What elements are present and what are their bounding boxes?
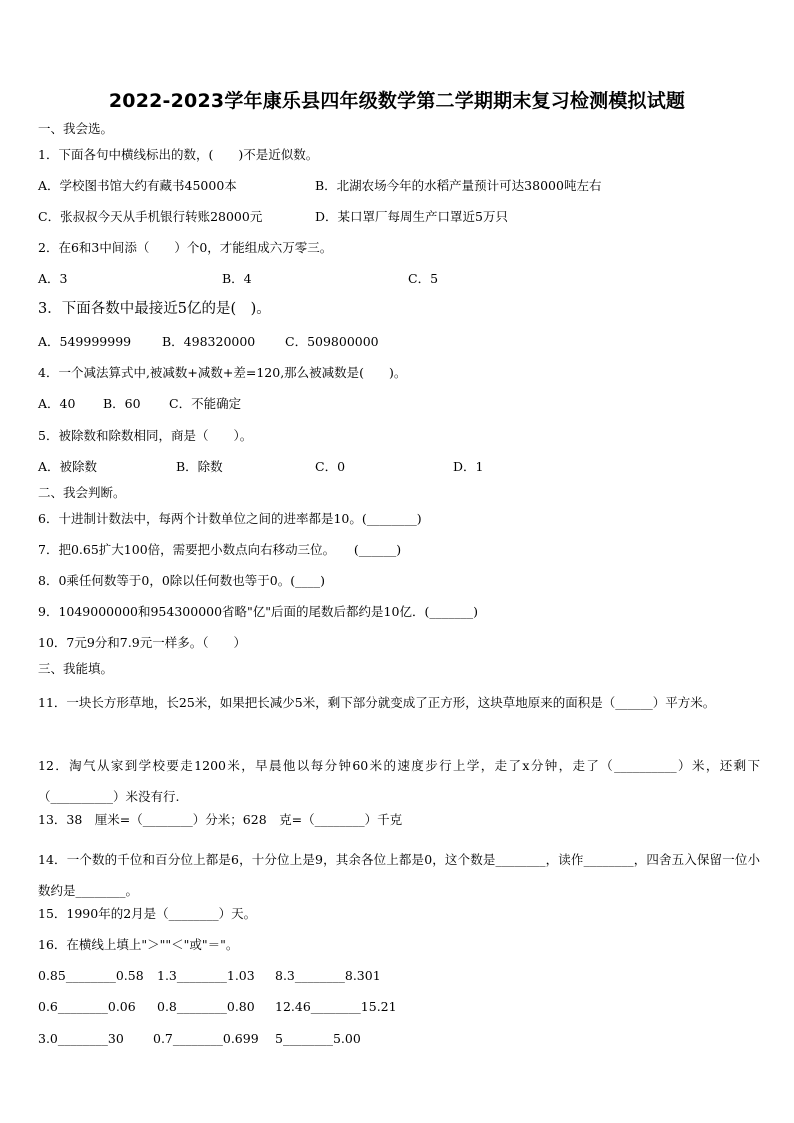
q3-option-c: C．509800000	[285, 334, 379, 349]
q5-option-c: C．0	[315, 459, 346, 474]
question-8: 8．0乘任何数等于0，0除以任何数也等于0。(____)	[38, 573, 326, 588]
question-4: 4．一个减法算式中,被减数+减数+差=120,那么被减数是( )。	[38, 365, 407, 380]
section-heading-choose: 一、我会选。	[38, 121, 114, 136]
section-heading-judge: 二、我会判断。	[38, 485, 126, 500]
q2-option-a: A．3	[38, 271, 68, 286]
question-1: 1．下面各句中横线标出的数，( )不是近似数。	[38, 147, 319, 162]
compare-item: 0.8________0.80	[157, 999, 255, 1014]
question-9: 9．1049000000和954300000省略"亿"后面的尾数后都约是10亿．(_______)	[38, 604, 478, 619]
q1-option-d: D．某口罩厂每周生产口罩近5万只	[315, 209, 508, 224]
q1-option-c: C．张叔叔今天从手机银行转账28000元	[38, 209, 263, 224]
q3-option-b: B．498320000	[162, 334, 256, 349]
question-11: 11．一块长方形草地，长25米，如果把长减少5米，剩下部分就变成了正方形，这块草地原来的面积是（______）平方米。	[38, 695, 716, 710]
q5-option-b: B．除数	[176, 459, 223, 474]
question-5: 5．被除数和除数相同，商是（ ）。	[38, 428, 253, 443]
q2-option-c: C．5	[408, 271, 439, 286]
question-6: 6．十进制计数法中，每两个计数单位之间的进率都是10。(________)	[38, 511, 422, 526]
question-15: 15．1990年的2月是（________）天。	[38, 906, 257, 921]
q1-option-b: B．北湖农场今年的水稻产量预计可达38000吨左右	[315, 178, 602, 193]
compare-item: 12.46________15.21	[275, 999, 397, 1014]
q5-option-d: D．1	[453, 459, 484, 474]
section-heading-fill: 三、我能填。	[38, 661, 114, 676]
question-2: 2．在6和3中间添（ ）个0，才能组成六万零三。	[38, 240, 333, 255]
compare-item: 8.3________8.301	[275, 968, 381, 983]
q3-option-a: A．549999999	[38, 334, 132, 349]
q4-option-a: A．40	[38, 396, 76, 411]
compare-item: 0.6________0.06	[38, 999, 136, 1014]
q1-option-a: A．学校图书馆大约有藏书45000本	[38, 178, 237, 193]
compare-item: 0.7________0.699	[153, 1031, 259, 1046]
question-14: 14．一个数的千位和百分位上都是6，十分位上是9，其余各位上都是0，这个数是________，读作________，四舍五入保留一位小数约是________。	[38, 852, 760, 898]
compare-item: 3.0________30	[38, 1031, 124, 1046]
q4-option-b: B．60	[103, 396, 141, 411]
page-title: 2022-2023学年康乐县四年级数学第二学期期末复习检测模拟试题	[108, 90, 686, 112]
question-12: 12．淘气从家到学校要走1200米，早晨他以每分钟60米的速度步行上学，走了x分钟，走了（__________）米，还剩下（__________）米没有行.	[38, 758, 760, 804]
question-7: 7．把0.65扩大100倍，需要把小数点向右移动三位。 (______)	[38, 542, 402, 557]
q4-option-c: C．不能确定	[169, 396, 242, 411]
compare-item: 5________5.00	[275, 1031, 361, 1046]
question-10: 10．7元9分和7.9元一样多。（ ）	[38, 635, 246, 650]
q5-option-a: A．被除数	[38, 459, 98, 474]
question-3: 3．下面各数中最接近5亿的是( )。	[38, 301, 271, 317]
question-16: 16．在横线上填上"＞""＜"或"＝"。	[38, 937, 239, 952]
compare-item: 1.3________1.03	[157, 968, 255, 983]
question-13: 13．38 厘米=（________）分米；628 克=（________）千克	[38, 812, 403, 827]
compare-item: 0.85________0.58	[38, 968, 144, 983]
q2-option-b: B．4	[222, 271, 252, 286]
